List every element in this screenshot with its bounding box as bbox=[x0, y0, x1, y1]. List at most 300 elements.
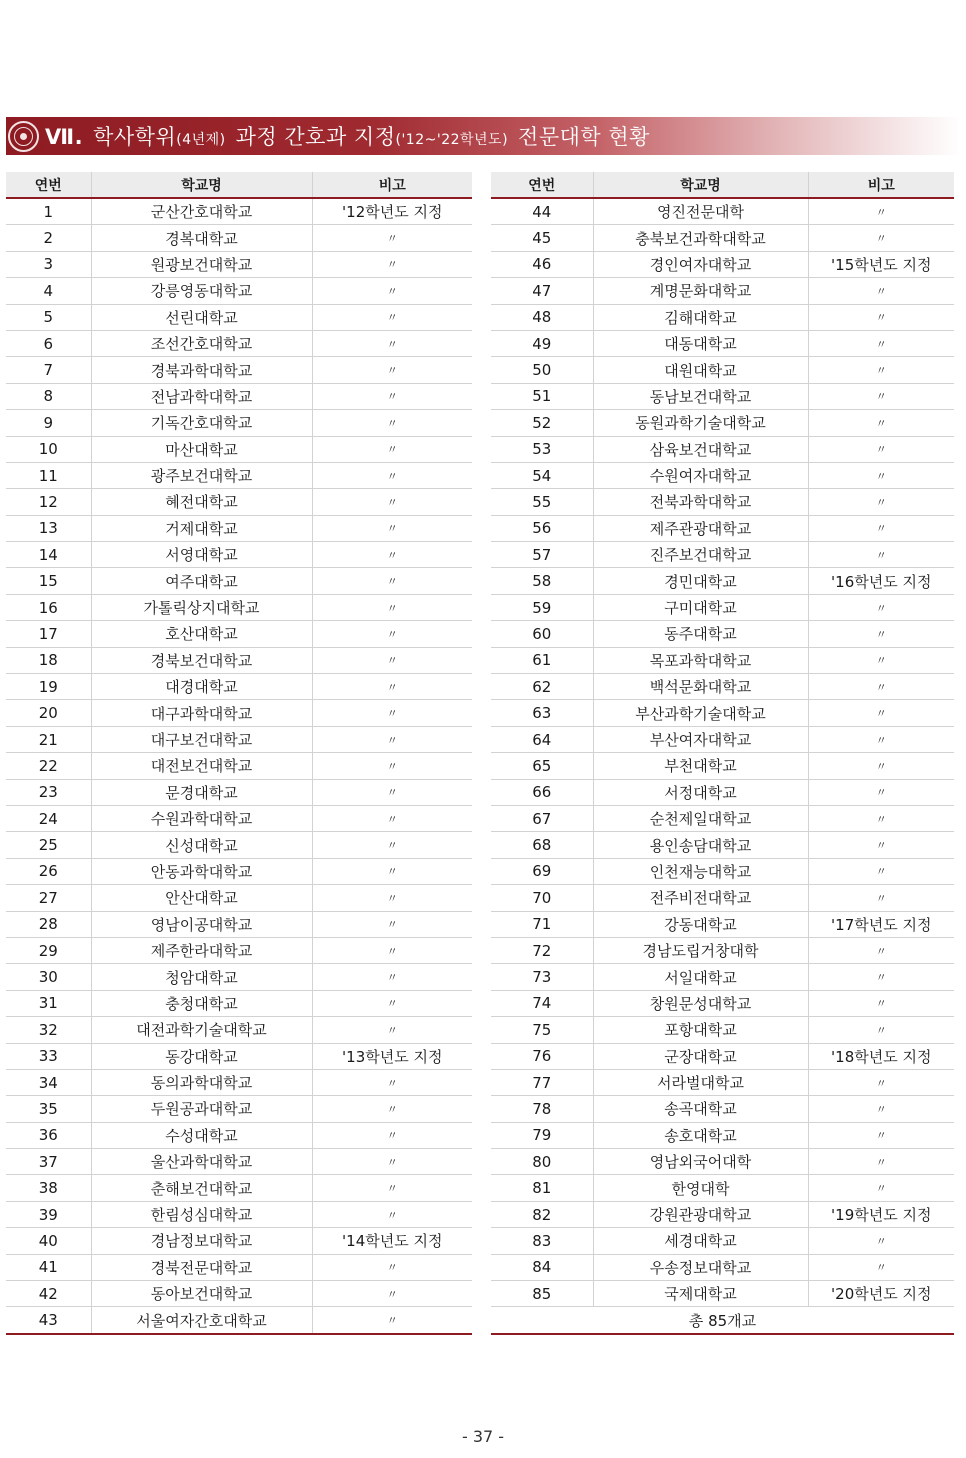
cell-name: 경북과학대학교 bbox=[91, 357, 312, 383]
table-row bbox=[6, 753, 472, 779]
cell-note: 〃 bbox=[312, 1149, 472, 1175]
header-name: 학교명 bbox=[91, 172, 312, 198]
cell-note: 〃 bbox=[312, 304, 472, 330]
cell-no: 50 bbox=[491, 357, 593, 383]
cell-no: 20 bbox=[6, 700, 91, 726]
cell-note: 〃 bbox=[808, 1122, 954, 1148]
cell-name: 경북전문대학교 bbox=[91, 1254, 312, 1280]
cell-no: 66 bbox=[491, 779, 593, 805]
cell-name: 송호대학교 bbox=[593, 1122, 808, 1148]
cell-note: 〃 bbox=[808, 700, 954, 726]
cell-name: 문경대학교 bbox=[91, 779, 312, 805]
cell-no: 43 bbox=[6, 1307, 91, 1334]
table-row bbox=[6, 251, 472, 277]
table-row bbox=[6, 489, 472, 515]
cell-name: 마산대학교 bbox=[91, 436, 312, 462]
cell-note: 〃 bbox=[312, 1069, 472, 1095]
cell-name: 군산간호대학교 bbox=[91, 198, 312, 225]
cell-name: 대구과학대학교 bbox=[91, 700, 312, 726]
cell-name: 김해대학교 bbox=[593, 304, 808, 330]
cell-note: 〃 bbox=[808, 990, 954, 1016]
cell-note: 〃 bbox=[312, 1201, 472, 1227]
table-row bbox=[491, 198, 954, 225]
table-row bbox=[6, 542, 472, 568]
table-row bbox=[491, 1017, 954, 1043]
cell-name: 선린대학교 bbox=[91, 304, 312, 330]
cell-note: 〃 bbox=[312, 383, 472, 409]
table-row bbox=[491, 1043, 954, 1069]
table-row bbox=[6, 990, 472, 1016]
cell-no: 64 bbox=[491, 726, 593, 752]
cell-name: 강원관광대학교 bbox=[593, 1201, 808, 1227]
cell-note: '15학년도 지정 bbox=[808, 251, 954, 277]
cell-no: 77 bbox=[491, 1069, 593, 1095]
cell-no: 56 bbox=[491, 515, 593, 541]
cell-no: 59 bbox=[491, 594, 593, 620]
cell-note: 〃 bbox=[808, 304, 954, 330]
cell-no: 29 bbox=[6, 937, 91, 963]
cell-no: 83 bbox=[491, 1228, 593, 1254]
total-row bbox=[491, 1307, 954, 1334]
table-row bbox=[6, 1228, 472, 1254]
cell-note: 〃 bbox=[312, 357, 472, 383]
table-row bbox=[6, 225, 472, 251]
table-row bbox=[491, 779, 954, 805]
table-row bbox=[491, 1122, 954, 1148]
table-row bbox=[6, 568, 472, 594]
table-row bbox=[491, 1096, 954, 1122]
cell-note: 〃 bbox=[312, 832, 472, 858]
table-row bbox=[6, 1201, 472, 1227]
cell-no: 62 bbox=[491, 674, 593, 700]
cell-name: 삼육보건대학교 bbox=[593, 436, 808, 462]
cell-no: 33 bbox=[6, 1043, 91, 1069]
table-row bbox=[6, 726, 472, 752]
table-row bbox=[491, 1228, 954, 1254]
cell-note: 〃 bbox=[808, 198, 954, 225]
cell-name: 동의과학대학교 bbox=[91, 1069, 312, 1095]
cell-name: 수성대학교 bbox=[91, 1122, 312, 1148]
cell-name: 기독간호대학교 bbox=[91, 410, 312, 436]
table-row bbox=[491, 330, 954, 356]
school-table-right bbox=[491, 172, 954, 1335]
cell-no: 67 bbox=[491, 805, 593, 831]
title-part-e: 전문대학 현황 bbox=[518, 125, 650, 149]
table-row bbox=[6, 779, 472, 805]
cell-no: 71 bbox=[491, 911, 593, 937]
page-number: - 37 - bbox=[461, 1427, 505, 1446]
cell-no: 21 bbox=[6, 726, 91, 752]
cell-name: 경남도립거창대학 bbox=[593, 937, 808, 963]
cell-note: '13학년도 지정 bbox=[312, 1043, 472, 1069]
cell-note: 〃 bbox=[808, 383, 954, 409]
table-row bbox=[491, 489, 954, 515]
cell-name: 울산과학대학교 bbox=[91, 1149, 312, 1175]
cell-name: 세경대학교 bbox=[593, 1228, 808, 1254]
cell-name: 동원과학기술대학교 bbox=[593, 410, 808, 436]
section-title bbox=[45, 121, 650, 151]
cell-no: 85 bbox=[491, 1281, 593, 1307]
table-row bbox=[491, 885, 954, 911]
cell-no: 65 bbox=[491, 753, 593, 779]
cell-name: 진주보건대학교 bbox=[593, 542, 808, 568]
table-row bbox=[491, 251, 954, 277]
cell-note: 〃 bbox=[312, 858, 472, 884]
cell-name: 경인여자대학교 bbox=[593, 251, 808, 277]
title-part-d: ('12~'22학년도) bbox=[395, 132, 509, 148]
table-row bbox=[491, 990, 954, 1016]
cell-name: 서일대학교 bbox=[593, 964, 808, 990]
cell-note: 〃 bbox=[808, 1175, 954, 1201]
cell-no: 75 bbox=[491, 1017, 593, 1043]
cell-no: 17 bbox=[6, 621, 91, 647]
cell-note: 〃 bbox=[808, 278, 954, 304]
cell-name: 용인송담대학교 bbox=[593, 832, 808, 858]
cell-name: 경북보건대학교 bbox=[91, 647, 312, 673]
cell-no: 15 bbox=[6, 568, 91, 594]
cell-name: 군장대학교 bbox=[593, 1043, 808, 1069]
table-row bbox=[6, 832, 472, 858]
cell-name: 대전보건대학교 bbox=[91, 753, 312, 779]
cell-note: '16학년도 지정 bbox=[808, 568, 954, 594]
cell-note: 〃 bbox=[808, 489, 954, 515]
cell-note: 〃 bbox=[808, 1228, 954, 1254]
cell-no: 22 bbox=[6, 753, 91, 779]
cell-name: 두원공과대학교 bbox=[91, 1096, 312, 1122]
cell-name: 호산대학교 bbox=[91, 621, 312, 647]
table-row bbox=[491, 436, 954, 462]
cell-no: 46 bbox=[491, 251, 593, 277]
cell-note: 〃 bbox=[808, 832, 954, 858]
table-row bbox=[491, 462, 954, 488]
cell-no: 70 bbox=[491, 885, 593, 911]
cell-no: 3 bbox=[6, 251, 91, 277]
cell-name: 서라벌대학교 bbox=[593, 1069, 808, 1095]
cell-no: 9 bbox=[6, 410, 91, 436]
school-table-left bbox=[6, 172, 472, 1335]
table-row bbox=[6, 1149, 472, 1175]
table-row bbox=[6, 674, 472, 700]
table-row bbox=[491, 357, 954, 383]
cell-note: 〃 bbox=[808, 805, 954, 831]
table-row bbox=[491, 542, 954, 568]
cell-note: 〃 bbox=[312, 1017, 472, 1043]
cell-no: 63 bbox=[491, 700, 593, 726]
cell-name: 여주대학교 bbox=[91, 568, 312, 594]
table-row bbox=[491, 304, 954, 330]
cell-no: 36 bbox=[6, 1122, 91, 1148]
cell-note: '17학년도 지정 bbox=[808, 911, 954, 937]
cell-note: 〃 bbox=[808, 1254, 954, 1280]
cell-name: 동남보건대학교 bbox=[593, 383, 808, 409]
cell-no: 51 bbox=[491, 383, 593, 409]
cell-name: 동강대학교 bbox=[91, 1043, 312, 1069]
cell-name: 동주대학교 bbox=[593, 621, 808, 647]
table-row bbox=[6, 1017, 472, 1043]
table-row bbox=[491, 410, 954, 436]
table-row bbox=[6, 911, 472, 937]
table-row bbox=[6, 700, 472, 726]
cell-note: 〃 bbox=[808, 753, 954, 779]
cell-name: 서영대학교 bbox=[91, 542, 312, 568]
table-row bbox=[491, 594, 954, 620]
cell-name: 대구보건대학교 bbox=[91, 726, 312, 752]
cell-no: 13 bbox=[6, 515, 91, 541]
cell-note: '12학년도 지정 bbox=[312, 198, 472, 225]
cell-name: 영진전문대학 bbox=[593, 198, 808, 225]
cell-note: '18학년도 지정 bbox=[808, 1043, 954, 1069]
cell-note: 〃 bbox=[808, 1149, 954, 1175]
cell-no: 24 bbox=[6, 805, 91, 831]
cell-note: 〃 bbox=[312, 225, 472, 251]
cell-note: 〃 bbox=[312, 753, 472, 779]
cell-name: 백석문화대학교 bbox=[593, 674, 808, 700]
table-row bbox=[491, 225, 954, 251]
cell-no: 5 bbox=[6, 304, 91, 330]
table-row bbox=[491, 832, 954, 858]
table-row bbox=[491, 858, 954, 884]
cell-note: 〃 bbox=[312, 1096, 472, 1122]
cell-note: '19학년도 지정 bbox=[808, 1201, 954, 1227]
cell-no: 6 bbox=[6, 330, 91, 356]
cell-name: 송곡대학교 bbox=[593, 1096, 808, 1122]
cell-note: 〃 bbox=[312, 278, 472, 304]
cell-no: 49 bbox=[491, 330, 593, 356]
cell-no: 4 bbox=[6, 278, 91, 304]
cell-name: 대원대학교 bbox=[593, 357, 808, 383]
cell-name: 대전과학기술대학교 bbox=[91, 1017, 312, 1043]
table-row bbox=[491, 1149, 954, 1175]
table-row bbox=[491, 805, 954, 831]
cell-name: 부산여자대학교 bbox=[593, 726, 808, 752]
table-row bbox=[6, 1281, 472, 1307]
table-row bbox=[491, 1175, 954, 1201]
cell-no: 80 bbox=[491, 1149, 593, 1175]
cell-no: 35 bbox=[6, 1096, 91, 1122]
cell-note: 〃 bbox=[808, 515, 954, 541]
cell-name: 순천제일대학교 bbox=[593, 805, 808, 831]
cell-note: 〃 bbox=[312, 1175, 472, 1201]
cell-note: 〃 bbox=[312, 251, 472, 277]
cell-note: 〃 bbox=[312, 330, 472, 356]
cell-no: 55 bbox=[491, 489, 593, 515]
cell-name: 인천재능대학교 bbox=[593, 858, 808, 884]
table-header-row bbox=[491, 172, 954, 198]
table-row bbox=[491, 278, 954, 304]
cell-note: 〃 bbox=[312, 594, 472, 620]
cell-no: 82 bbox=[491, 1201, 593, 1227]
cell-note: 〃 bbox=[312, 805, 472, 831]
cell-name: 한영대학 bbox=[593, 1175, 808, 1201]
cell-note: 〃 bbox=[312, 779, 472, 805]
cell-no: 47 bbox=[491, 278, 593, 304]
cell-name: 강동대학교 bbox=[593, 911, 808, 937]
cell-note: 〃 bbox=[312, 489, 472, 515]
table-row bbox=[6, 436, 472, 462]
cell-no: 81 bbox=[491, 1175, 593, 1201]
table-row bbox=[6, 1254, 472, 1280]
table-row bbox=[6, 964, 472, 990]
cell-note: 〃 bbox=[808, 594, 954, 620]
cell-name: 창원문성대학교 bbox=[593, 990, 808, 1016]
cell-name: 서울여자간호대학교 bbox=[91, 1307, 312, 1334]
cell-note: 〃 bbox=[312, 410, 472, 436]
cell-note: '14학년도 지정 bbox=[312, 1228, 472, 1254]
cell-note: 〃 bbox=[808, 542, 954, 568]
header-no: 연번 bbox=[491, 172, 593, 198]
table-row bbox=[6, 462, 472, 488]
cell-note: 〃 bbox=[808, 674, 954, 700]
cell-no: 34 bbox=[6, 1069, 91, 1095]
cell-no: 1 bbox=[6, 198, 91, 225]
table-row bbox=[6, 1096, 472, 1122]
title-part-a: 학사학위 bbox=[93, 125, 177, 149]
cell-no: 10 bbox=[6, 436, 91, 462]
cell-note: 〃 bbox=[808, 462, 954, 488]
table-row bbox=[491, 1069, 954, 1095]
table-row bbox=[6, 805, 472, 831]
cell-name: 안동과학대학교 bbox=[91, 858, 312, 884]
cell-no: 45 bbox=[491, 225, 593, 251]
cell-name: 춘해보건대학교 bbox=[91, 1175, 312, 1201]
cell-name: 조선간호대학교 bbox=[91, 330, 312, 356]
total-count: 총 85개교 bbox=[491, 1307, 954, 1334]
cell-no: 38 bbox=[6, 1175, 91, 1201]
cell-note: 〃 bbox=[808, 647, 954, 673]
table-row bbox=[6, 885, 472, 911]
cell-name: 경민대학교 bbox=[593, 568, 808, 594]
cell-name: 목포과학대학교 bbox=[593, 647, 808, 673]
cell-note: 〃 bbox=[312, 1254, 472, 1280]
header-no: 연번 bbox=[6, 172, 91, 198]
cell-note: 〃 bbox=[808, 1069, 954, 1095]
title-part-b: (4년제) bbox=[176, 132, 226, 148]
cell-name: 제주한라대학교 bbox=[91, 937, 312, 963]
university-emblem-icon bbox=[8, 121, 39, 152]
table-row bbox=[6, 1122, 472, 1148]
cell-no: 61 bbox=[491, 647, 593, 673]
cell-no: 78 bbox=[491, 1096, 593, 1122]
cell-name: 신성대학교 bbox=[91, 832, 312, 858]
cell-no: 42 bbox=[6, 1281, 91, 1307]
cell-name: 안산대학교 bbox=[91, 885, 312, 911]
cell-name: 서정대학교 bbox=[593, 779, 808, 805]
cell-note: 〃 bbox=[312, 436, 472, 462]
cell-note: 〃 bbox=[808, 357, 954, 383]
cell-note: 〃 bbox=[808, 1096, 954, 1122]
cell-name: 전북과학대학교 bbox=[593, 489, 808, 515]
table-row bbox=[491, 1201, 954, 1227]
cell-note: 〃 bbox=[312, 1122, 472, 1148]
cell-no: 72 bbox=[491, 937, 593, 963]
cell-no: 79 bbox=[491, 1122, 593, 1148]
cell-name: 충청대학교 bbox=[91, 990, 312, 1016]
table-row bbox=[6, 515, 472, 541]
cell-note: 〃 bbox=[312, 964, 472, 990]
cell-no: 39 bbox=[6, 1201, 91, 1227]
cell-name: 제주관광대학교 bbox=[593, 515, 808, 541]
table-row bbox=[491, 726, 954, 752]
cell-name: 광주보건대학교 bbox=[91, 462, 312, 488]
cell-no: 2 bbox=[6, 225, 91, 251]
cell-no: 52 bbox=[491, 410, 593, 436]
cell-note: 〃 bbox=[808, 1017, 954, 1043]
cell-note: 〃 bbox=[312, 700, 472, 726]
cell-note: 〃 bbox=[808, 779, 954, 805]
table-row bbox=[491, 674, 954, 700]
cell-name: 영남이공대학교 bbox=[91, 911, 312, 937]
table-row bbox=[491, 647, 954, 673]
cell-no: 53 bbox=[491, 436, 593, 462]
cell-no: 14 bbox=[6, 542, 91, 568]
cell-no: 23 bbox=[6, 779, 91, 805]
cell-note: 〃 bbox=[312, 674, 472, 700]
section-header bbox=[6, 117, 960, 155]
cell-name: 우송정보대학교 bbox=[593, 1254, 808, 1280]
cell-no: 7 bbox=[6, 357, 91, 383]
cell-note: 〃 bbox=[808, 858, 954, 884]
cell-no: 32 bbox=[6, 1017, 91, 1043]
cell-name: 전주비전대학교 bbox=[593, 885, 808, 911]
cell-name: 수원여자대학교 bbox=[593, 462, 808, 488]
cell-no: 40 bbox=[6, 1228, 91, 1254]
cell-note: 〃 bbox=[312, 937, 472, 963]
table-row bbox=[491, 568, 954, 594]
table-row bbox=[6, 198, 472, 225]
cell-name: 경남정보대학교 bbox=[91, 1228, 312, 1254]
cell-note: 〃 bbox=[808, 330, 954, 356]
cell-name: 거제대학교 bbox=[91, 515, 312, 541]
table-row bbox=[491, 515, 954, 541]
table-row bbox=[6, 1175, 472, 1201]
section-number: Ⅶ. bbox=[45, 125, 84, 149]
cell-name: 한림성심대학교 bbox=[91, 1201, 312, 1227]
cell-note: 〃 bbox=[808, 436, 954, 462]
table-row bbox=[491, 753, 954, 779]
cell-no: 54 bbox=[491, 462, 593, 488]
cell-no: 16 bbox=[6, 594, 91, 620]
table-row bbox=[6, 278, 472, 304]
cell-no: 8 bbox=[6, 383, 91, 409]
cell-note: 〃 bbox=[312, 647, 472, 673]
cell-no: 19 bbox=[6, 674, 91, 700]
cell-note: 〃 bbox=[312, 462, 472, 488]
cell-name: 혜전대학교 bbox=[91, 489, 312, 515]
cell-note: 〃 bbox=[312, 885, 472, 911]
cell-no: 57 bbox=[491, 542, 593, 568]
table-row bbox=[491, 700, 954, 726]
table-row bbox=[491, 1254, 954, 1280]
table-header-row bbox=[6, 172, 472, 198]
cell-no: 31 bbox=[6, 990, 91, 1016]
cell-no: 58 bbox=[491, 568, 593, 594]
cell-note: 〃 bbox=[312, 1281, 472, 1307]
cell-no: 76 bbox=[491, 1043, 593, 1069]
table-row bbox=[6, 304, 472, 330]
cell-name: 계명문화대학교 bbox=[593, 278, 808, 304]
table-row bbox=[6, 383, 472, 409]
title-part-c: 과정 간호과 지정 bbox=[235, 125, 396, 149]
cell-no: 18 bbox=[6, 647, 91, 673]
header-note: 비고 bbox=[312, 172, 472, 198]
cell-no: 44 bbox=[491, 198, 593, 225]
cell-name: 대동대학교 bbox=[593, 330, 808, 356]
cell-name: 강릉영동대학교 bbox=[91, 278, 312, 304]
table-row bbox=[6, 410, 472, 436]
table-row bbox=[6, 647, 472, 673]
cell-name: 수원과학대학교 bbox=[91, 805, 312, 831]
cell-name: 부산과학기술대학교 bbox=[593, 700, 808, 726]
